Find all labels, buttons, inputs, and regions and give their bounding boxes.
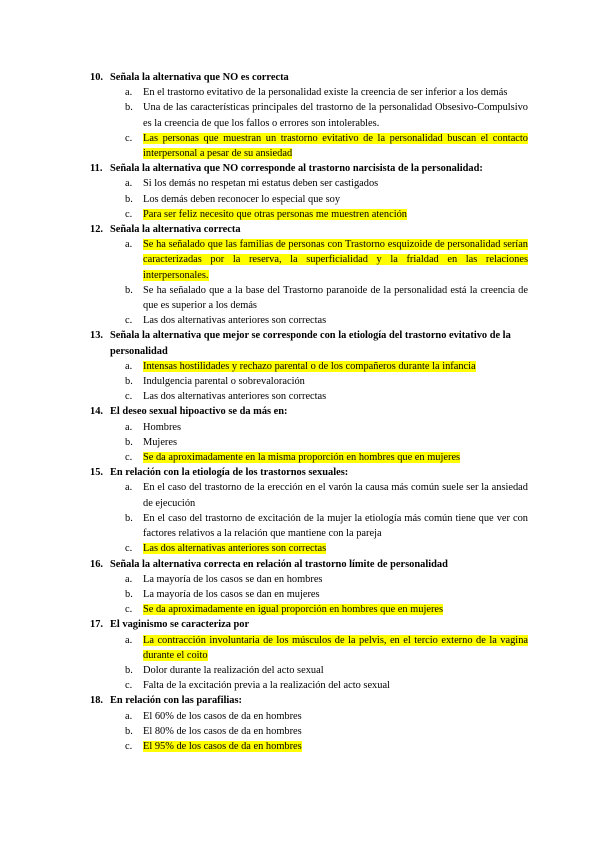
question-number: 15. <box>90 467 103 479</box>
question-header <box>90 693 528 708</box>
option-letter: c. <box>125 604 133 616</box>
question-11 <box>90 161 528 222</box>
option-letter: c. <box>125 208 133 220</box>
option-item <box>90 420 528 435</box>
question-17 <box>90 617 528 693</box>
option-item-highlighted <box>90 541 528 556</box>
option-letter: c. <box>125 680 133 692</box>
option-item <box>90 283 528 313</box>
option-item <box>90 724 528 739</box>
option-text: Las dos alternativas anteriores son correctas <box>143 543 327 555</box>
question-text: El deseo sexual hipoactivo se da más en: <box>110 406 288 418</box>
question-number: 10. <box>90 72 103 83</box>
option-letter: a. <box>125 360 133 372</box>
option-list <box>90 85 528 161</box>
option-text: La mayoría de los casos se dan en hombres <box>143 573 323 585</box>
question-number: 16. <box>90 558 103 570</box>
option-item <box>90 176 528 191</box>
question-text: Señala la alternativa que NO corresponde al trastorno narcisista de la personalidad: <box>110 163 483 175</box>
question-header <box>90 328 528 358</box>
option-letter: b. <box>125 284 133 296</box>
option-letter: b. <box>125 588 133 600</box>
option-text: Una de las características principales del trastorno de la personalidad Obsesivo-Compulsivo es la creencia de que los fallos o errores son intolerables. <box>143 102 528 129</box>
option-text: Indulgencia parental o sobrevaloración <box>143 376 305 388</box>
option-text: Intensas hostilidades y rechazo parental o de los compañeros durante la infancia <box>143 360 476 372</box>
question-header <box>90 404 528 419</box>
option-list <box>90 633 528 694</box>
option-item <box>90 663 528 678</box>
option-text: Si los demás no respetan mi estatus deben ser castigados <box>143 178 379 190</box>
option-letter: c. <box>125 132 133 144</box>
option-item <box>90 85 528 100</box>
question-10 <box>90 70 528 161</box>
option-item <box>90 572 528 587</box>
option-item-highlighted <box>90 450 528 465</box>
option-text: El 80% de los casos de da en hombres <box>143 725 302 737</box>
option-item <box>90 709 528 724</box>
option-list <box>90 480 528 556</box>
question-number: 18. <box>90 695 103 707</box>
option-list <box>90 176 528 222</box>
option-text: Mujeres <box>143 436 178 448</box>
option-text: Las personas que muestran un trastorno evitativo de la personalidad buscan el contacto interpersonal a pesar de su ansiedad <box>143 132 528 160</box>
option-list <box>90 709 528 755</box>
option-letter: b. <box>125 436 133 448</box>
option-letter: b. <box>125 664 133 676</box>
option-letter: b. <box>125 725 133 737</box>
question-list <box>90 70 528 754</box>
option-letter: c. <box>125 740 133 752</box>
option-letter: a. <box>125 634 133 646</box>
option-item <box>90 480 528 510</box>
option-text: Se ha señalado que las familias de personas con Trastorno esquizoide de personalidad serían caracterizadas por la reserva, la superficialidad y la frialdad en las relaciones interpersonales. <box>143 239 528 281</box>
option-item <box>90 435 528 450</box>
question-number: 12. <box>90 224 103 236</box>
option-item <box>90 374 528 389</box>
option-letter: c. <box>125 391 133 403</box>
option-item-highlighted <box>90 602 528 617</box>
option-letter: a. <box>125 573 133 585</box>
option-item <box>90 313 528 328</box>
option-text: El 95% de los casos de da en hombres <box>143 740 302 752</box>
option-text: Se da aproximadamente en igual proporción en hombres que en mujeres <box>143 604 444 616</box>
option-item-highlighted <box>90 207 528 222</box>
option-letter: a. <box>125 482 133 494</box>
option-text: En el trastorno evitativo de la personalidad existe la creencia de ser inferior a los demás <box>143 87 508 99</box>
option-text: La contracción involuntaria de los músculos de la pelvis, en el tercio externo de la vagina durante el coito <box>143 634 528 661</box>
question-number: 11. <box>90 163 103 175</box>
option-letter: b. <box>125 376 133 388</box>
question-number: 13. <box>90 330 103 342</box>
option-text: Hombres <box>143 421 182 433</box>
option-letter: c. <box>125 543 133 555</box>
option-letter: a. <box>125 421 133 433</box>
question-text: Señala la alternativa correcta en relación al trastorno límite de personalidad <box>110 558 448 570</box>
option-text: En el caso del trastorno de excitación de la mujer la etiología más común tiene que ver con factores relativos a la relación que mantiene con la pareja <box>143 512 528 540</box>
option-letter: b. <box>125 512 133 524</box>
option-item-highlighted <box>90 739 528 754</box>
question-text: En relación con las parafilias: <box>110 695 243 707</box>
question-text: El vaginismo se caracteriza por <box>110 619 250 631</box>
question-text: En relación con la etiología de los trastornos sexuales: <box>110 467 349 479</box>
option-letter: c. <box>125 452 133 464</box>
option-item-highlighted <box>90 633 528 663</box>
question-text: Señala la alternativa correcta <box>110 224 241 236</box>
option-text: El 60% de los casos de da en hombres <box>143 710 302 722</box>
option-item <box>90 192 528 207</box>
option-letter: a. <box>125 710 133 722</box>
option-text: Para ser feliz necesito que otras personas me muestren atención <box>143 208 407 220</box>
option-list <box>90 420 528 466</box>
question-16 <box>90 557 528 618</box>
question-15 <box>90 465 528 556</box>
option-item <box>90 100 528 130</box>
option-text: Las dos alternativas anteriores son correctas <box>143 391 327 403</box>
option-letter: c. <box>125 315 133 327</box>
option-item <box>90 511 528 541</box>
option-item <box>90 389 528 404</box>
option-letter: b. <box>125 102 133 114</box>
question-header <box>90 222 528 237</box>
question-header <box>90 557 528 572</box>
option-list <box>90 359 528 405</box>
option-text: Falta de la excitación previa a la realización del acto sexual <box>143 680 390 692</box>
question-header <box>90 617 528 632</box>
option-text: Los demás deben reconocer lo especial que soy <box>143 193 341 205</box>
question-header <box>90 161 528 176</box>
question-14 <box>90 404 528 465</box>
option-text: Dolor durante la realización del acto sexual <box>143 664 324 676</box>
option-text: La mayoría de los casos se dan en mujeres <box>143 588 320 600</box>
option-letter: b. <box>125 193 133 205</box>
question-text: Señala la alternativa que NO es correcta <box>110 72 289 83</box>
option-list <box>90 237 528 328</box>
question-12 <box>90 222 528 328</box>
option-item-highlighted <box>90 359 528 374</box>
question-header <box>90 465 528 480</box>
question-13 <box>90 328 528 404</box>
question-header <box>90 70 528 85</box>
option-letter: a. <box>125 178 133 190</box>
option-letter: a. <box>125 87 133 99</box>
option-text: Las dos alternativas anteriores son correctas <box>143 315 327 327</box>
option-text: Se da aproximadamente en la misma proporción en hombres que en mujeres <box>143 452 461 464</box>
option-list <box>90 572 528 618</box>
question-number: 17. <box>90 619 103 631</box>
question-text: Señala la alternativa que mejor se corresponde con la etiología del trastorno evitativo de la personalidad <box>110 330 511 357</box>
option-item-highlighted <box>90 237 528 283</box>
option-text: En el caso del trastorno de la erección en el varón la causa más común suele ser la ansiedad de ejecución <box>143 482 528 509</box>
question-number: 14. <box>90 406 103 418</box>
option-item-highlighted <box>90 131 528 161</box>
option-letter: a. <box>125 239 133 251</box>
option-item <box>90 587 528 602</box>
question-18 <box>90 693 528 754</box>
option-item <box>90 678 528 693</box>
option-text: Se ha señalado que a la base del Trastorno paranoide de la personalidad está la creencia de que es superior a los demás <box>143 284 528 312</box>
